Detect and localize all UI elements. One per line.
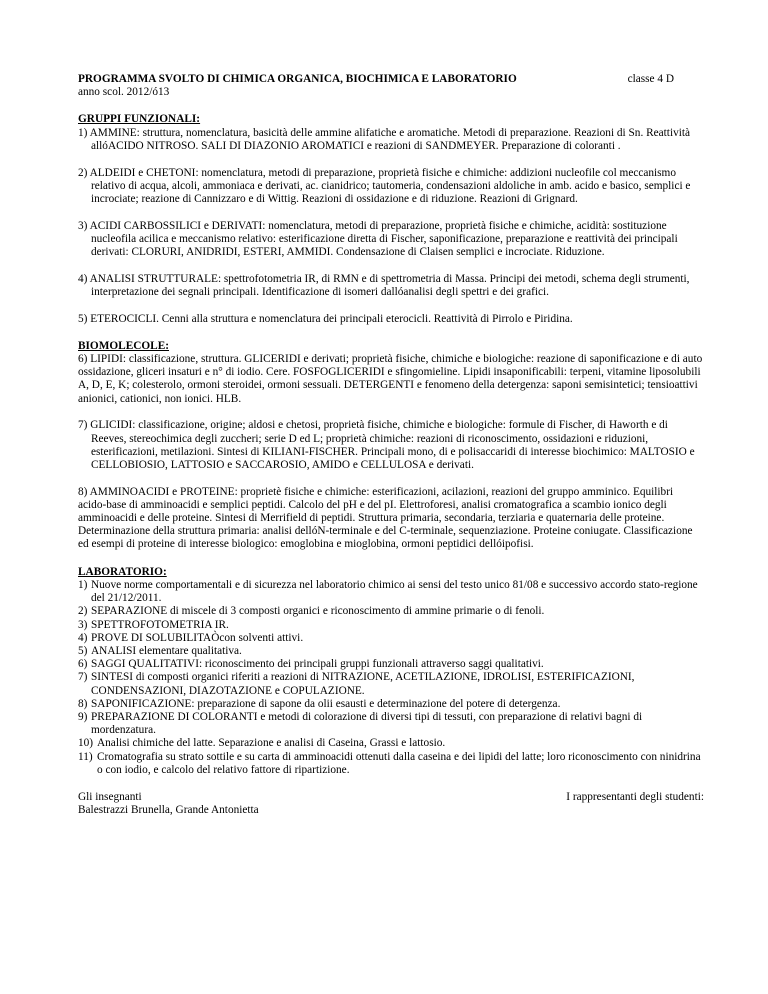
lab-item-text: PROVE DI SOLUBILITAÒcon solventi attivi.: [91, 631, 304, 644]
section-heading-gruppi: GRUPPI FUNZIONALI:: [78, 113, 201, 126]
lab-item-number: 4): [78, 631, 88, 644]
lab-item-number: 8): [78, 697, 88, 710]
teachers-names: Balestrazzi Brunella, Grande Antonietta: [78, 804, 259, 817]
class-label: classe 4 D: [627, 73, 674, 85]
lab-item-text: Analisi chimiche del latte. Separazione e analisi di Caseina, Grassi e lattosio.: [97, 737, 446, 750]
lab-item-number: 9): [78, 710, 88, 723]
lab-item: [78, 737, 704, 750]
lab-item-number: 10): [78, 737, 94, 750]
lab-item-text: SAGGI QUALITATIVI: riconoscimento dei principali gruppi funzionali attraverso saggi qualitativi.: [91, 658, 544, 671]
document-title: PROGRAMMA SVOLTO DI CHIMICA ORGANICA, BIOCHIMICA E LABORATORIO: [78, 73, 517, 85]
lab-item-number: 6): [78, 658, 88, 671]
lab-item-text: SEPARAZIONE di miscele di 3 composti organici e riconoscimento di ammine primarie o di fenoli.: [91, 605, 545, 618]
list-item: 6) LIPIDI: classificazione, struttura. GLICERIDI e derivati; proprietà fisiche, chimiche e biologiche: reazione di saponificazione e di auto ossidazione, gliceri insaturi e n° di iodio. Cere. FOSFOGLICERIDI e sfingomieline. Lipidi insaponificabili: terpeni, vitamine liposolubili A, D, E, K; colesterolo, ormoni steroidei, ormoni sessuali. DETERGENTI e fenomeno della detergenza: saponi semisintetici; tensioattivi anionici, cationici, non ionici. HLB.: [78, 353, 703, 405]
list-item: 5) ETEROCICLI. Cenni alla struttura e nomenclatura dei principali eterocicli. Reattività di Pirrolo e Piridina.: [78, 312, 573, 325]
list-item: 4) ANALISI STRUTTURALE: spettrofotometria IR, di RMN e di spettrometria di Massa. Principi dei metodi, schema degli strumenti, interpretazione dei segnali principali. Identificazione di isomeri dallóanalisi degli spettri e dei grafici.: [78, 272, 690, 298]
lab-item: [78, 658, 704, 671]
lab-item: [78, 671, 704, 697]
lab-item-text: SINTESI di composti organici riferiti a reazioni di NITRAZIONE, ACETILAZIONE, IDROLISI, ESTERIFICAZIONI, CONDENSAZIONI, DIAZOTAZIONE e COPULAZIONE.: [91, 671, 635, 697]
teachers-label: Gli insegnanti: [78, 790, 142, 803]
lab-item-number: 7): [78, 671, 88, 684]
lab-item-number: 11): [78, 750, 93, 763]
footer: [78, 791, 704, 817]
lab-item: [78, 645, 704, 658]
students-label: I rappresentanti degli studenti:: [566, 790, 704, 803]
school-year: anno scol. 2012/ó13: [78, 86, 170, 99]
lab-item: [78, 698, 704, 711]
list-item: 1) AMMINE: struttura, nomenclatura, basicità delle ammine alifatiche e aromatiche. Metodi di preparazione. Reazioni di Sn. Reattività allóACIDO NITROSO. SALI DI DIAZONIO AROMATICI e reazioni di SANDMEYER. Preparazione di coloranti .: [78, 126, 691, 152]
lab-item: [78, 751, 704, 777]
lab-item-number: 2): [78, 605, 88, 618]
lab-item: [78, 711, 704, 737]
list-item: 8) AMMINOACIDI e PROTEINE: proprietè fisiche e chimiche: esterificazioni, acilazioni, reazioni del gruppo amminico. Equilibri acido-base di amminoacidi e semplici peptidi. Calcolo del pH e del pI. Elettroforesi, analisi cromatografica a scambio ionico degli amminoacidi e delle proteine. Sintesi di Merrifield di peptidi. Struttura primaria, secondaria, terziaria e quaternaria delle proteine. Determinazione della struttura primaria: analisi dellóN-terminale e del C-terminale, sequenziazione. Proteine coniugate. Classificazione ed esempi di proteine di interesse biologico: emoglobina e mioglobina, ormoni peptidici dellóipofisi.: [78, 485, 693, 551]
lab-item: [78, 579, 704, 605]
lab-item-text: Cromatografia su strato sottile e su carta di amminoacidi ottenuti dalla caseina e dei lipidi del latte; loro riconoscimento con ninidrina o con iodio, e calcolo del relativo fattore di ripartizione.: [97, 750, 701, 776]
lab-item: [78, 619, 704, 632]
lab-item-number: 1): [78, 578, 88, 591]
lab-item-text: SPETTROFOTOMETRIA IR.: [91, 618, 229, 631]
lab-item-number: 3): [78, 618, 88, 631]
list-item: 7) GLICIDI: classificazione, origine; aldosi e chetosi, proprietà fisiche, chimiche e biologiche: formule di Fischer, di Haworth e di Reeves, stereochimica degli zuccheri; serie D ed L; proprietà chimiche: reazioni di riconoscimento, ossidazioni e riduzioni, esterificazioni, metilazioni. Sintesi di KILIANI-FISCHER. Principali mono, di e polisaccaridi di interesse biochimico: MALTOSIO e CELLOBIOSIO, LATTOSIO e SACCAROSIO, AMIDO e CELLULOSA e derivati.: [78, 419, 695, 471]
section-heading-biomolecole: BIOMOLECOLE:: [78, 339, 170, 352]
lab-list: [78, 579, 704, 777]
lab-item-number: 5): [78, 644, 88, 657]
teachers-block: [78, 791, 259, 817]
lab-item: [78, 605, 704, 618]
section-heading-laboratorio: LABORATORIO:: [78, 565, 167, 578]
lab-item-text: SAPONIFICAZIONE: preparazione di sapone da olii esausti e determinazione del potere di detergenza.: [91, 697, 561, 710]
lab-item-text: ANALISI elementare qualitativa.: [91, 644, 242, 657]
lab-item: [78, 632, 704, 645]
list-item: 3) ACIDI CARBOSSILICI e DERIVATI: nomenclatura, metodi di preparazione, proprietà fisiche e chimiche, acidità: sostituzione nucleofila acilica e meccanismo relativo: esterificazione diretta di Fischer, saponificazione, preparazione e reattività dei principali derivati: CLORURI, ANIDRIDI, ESTERI, AMMIDI. Condensazione di Claisen semplici e incrociate. Riduzione.: [78, 219, 678, 259]
header: [78, 73, 704, 86]
lab-item-text: PREPARAZIONE DI COLORANTI e metodi di colorazione di diversi tipi di tessuti, con preparazione di relativi bagni di mordenzatura.: [91, 710, 643, 737]
lab-item-text: Nuove norme comportamentali e di sicurezza nel laboratorio chimico ai sensi del testo unico 81/08 e successivo accordo stato-regione del 21/12/2011.: [91, 578, 698, 605]
list-item: 2) ALDEIDI e CHETONI: nomenclatura, metodi di preparazione, proprietà fisiche e chimiche: addizioni nucleofile col meccanismo relativo di acqua, alcoli, ammoniaca e derivati, ac. cianidrico; tautomeria, condensazioni aldoliche in amb. acido e basico, semplici e incrociate; reazione di Cannizzaro e di Wittig. Reazioni di ossidazione e di riduzione. Reazioni di Grignard.: [78, 166, 691, 205]
